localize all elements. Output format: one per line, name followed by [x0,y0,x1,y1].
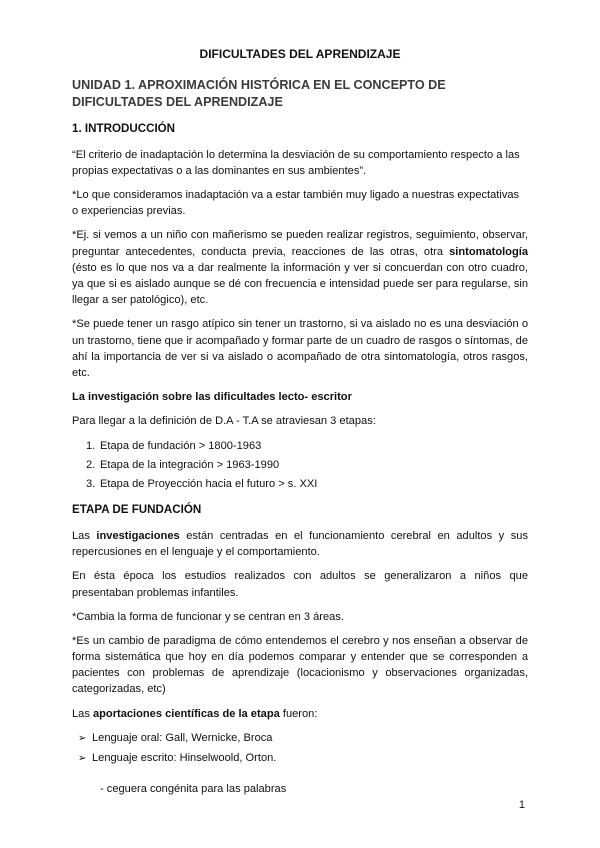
arrow-bullet-icon: ➢ [78,732,87,744]
foundation-paragraph-5: Las aportaciones científicas de la etapa fueron: [72,707,318,720]
arrow-bullet-icon: ➢ [78,753,87,765]
foundation-paragraph-2: En ésta época los estudios realizados con adultos se generalizaron a niños que presentaban problemas infantiles. [72,570,528,599]
intro-paragraph-3: *Ej. si vemos a un niño con mañerismo se pueden realizar registros, seguimiento, observar, preguntar antecedentes, conducta previa, reacciones de las otras, otra sintomatología (ésto es lo que nos va a dar realmente la información y ver si concuerdan con otro cuadro, ya que si es aislado aunque se dé con frecuencia e intensidad puede ser para regularse, sin llegar a ser patológico), etc. [72,229,528,307]
foundation-paragraph-1: Las investigaciones están centradas en el funcionamiento cerebral en adultos y sus repercusiones en el lenguaje y el comportamiento. [72,529,529,559]
foundation-paragraph-4: *Es un cambio de paradigma de cómo entendemos el cerebro y nos enseñan a observar de forma sistemática que hoy en día podemos comparar y entender que se corresponden a pacientes con problemas de aprendizaje (locacionismo y observaciones organizadas, categorizadas, etc) [72,634,528,696]
stages-list [72,438,528,493]
contributions-list [72,730,528,767]
intro-paragraph-2: *Lo que consideramos inadaptación va a estar también muy ligado a nuestras expectativas o experiencias previas. [72,189,520,218]
sub-item: - ceguera congénita para las palabras [100,783,287,796]
document-title: DIFICULTADES DEL APRENDIZAJE [199,47,401,61]
aportaciones-term: aportaciones científicas de la etapa [92,707,280,720]
foundation-heading: ETAPA DE FUNDACIÓN [72,503,202,517]
list-item: ➢ Lenguaje oral: Gall, Wernicke, Broca [78,730,528,747]
research-heading: La investigación sobre las dificultades lecto- escritor [72,391,352,404]
intro-paragraph-4: *Se puede tener un rasgo atípico sin tener un trastorno, si va aislado no es una desviación o un trastorno, tiene que ir acompañado y formar parte de un cuadro de rasgos o síntomas, de ahí la importancia de ver si va aislado o acompañado de otra sintomatología, otros rasgos, etc. [72,318,528,379]
list-item: 2. Etapa de la integración > 1963-1990 [86,458,280,471]
sintomatologia-term: sintomatología [449,245,528,258]
document-page [72,46,528,797]
investigaciones-term: investigaciones [96,529,180,542]
foundation-paragraph-3: *Cambia la forma de funcionar y se centran en 3 áreas. [72,610,344,623]
unit-heading: UNIDAD 1. APROXIMACIÓN HISTÓRICA EN EL CONCEPTO DE DIFICULTADES DEL APRENDIZAJE [72,77,446,109]
page-number: 1 [518,799,525,811]
intro-quote: “El criterio de inadaptación lo determina la desviación de su comportamiento respecto a las propias expectativas o a las dominantes en sus ambientes”. [72,148,520,177]
list-item: 3. Etapa de Proyección hacia el futuro > s. XXI [86,477,318,490]
list-item: 1. Etapa de fundación > 1800-1963 [86,439,262,452]
list-item: ➢ Lenguaje escrito: Hinselwoold, Orton. [78,750,528,767]
research-lead: Para llegar a la definición de D.A - T.A se atraviesan 3 etapas: [72,415,376,428]
intro-heading: 1. INTRODUCCIÓN [72,121,176,135]
